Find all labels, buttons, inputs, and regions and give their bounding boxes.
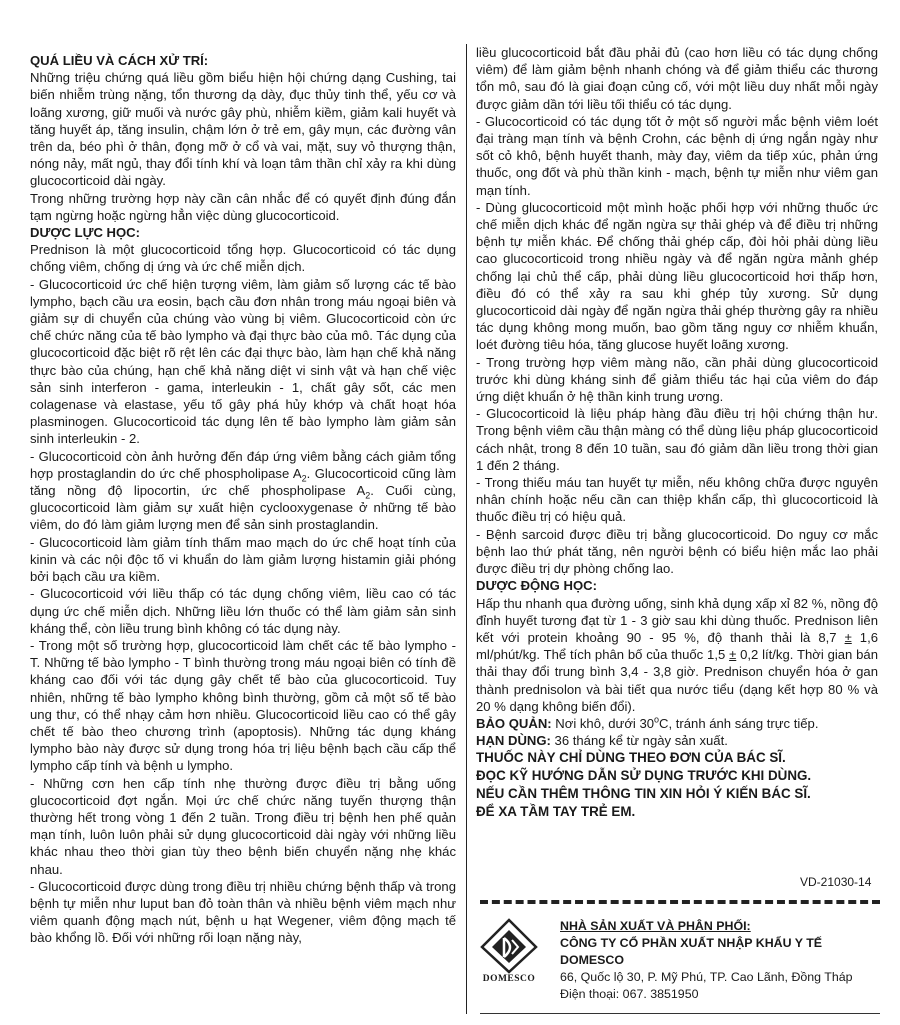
pk-part-c: 0,2 lít/kg. Thời gian bán thải thay đổi trung bình 3,4 - 3,8 giờ. Prednison chuyển hóa ở gan thành prednisolon và bài tiết qua nước tiểu (dạng kết hợp 80 % và 20 % dạng không biến đổi). xyxy=(476,647,878,714)
expiry-line xyxy=(476,732,878,749)
right-paragraph-2: - Glucocorticoid có tác dụng tốt ở một số người mắc bệnh viêm loét đại tràng mạn tính và bệnh Crohn, các bệnh dị ứng ngắn ngày như sốt cỏ khô, bệnh huyết thanh, mày đay, viêm da tiếp xúc, phản ứng thuốc, ong đốt và phù thần kinh - mạch, bệnh tự miễn như viêm gan mạn tính. xyxy=(476,113,878,198)
storage-text-a: Nơi khô, dưới 30 xyxy=(551,715,655,731)
warning-keep-away-children: ĐỂ XA TẦM TAY TRẺ EM. xyxy=(476,804,636,820)
right-paragraph-6: - Trong thiếu máu tan huyết tự miễn, nếu không chữa được nguyên nhân chính hoặc nếu cần can thiệp khẩn cấp, thì glucocorticoid là thuốc điều trị có hiệu quả. xyxy=(476,475,878,525)
right-paragraph-7: - Bệnh sarcoid được điều trị bằng glucocorticoid. Do nguy cơ mắc bệnh lao thứ phát tăng, nên người bệnh có biểu hiện mắc lao phải được điều trị dự phòng chống lao. xyxy=(476,526,878,577)
pk-part-b: 1,6 ml/phút/kg. Thể tích phân bố của thuốc 1,5 xyxy=(476,629,879,663)
right-paragraph-3: - Dùng glucocorticoid một mình hoặc phối hợp với những thuốc ức chế miễn dịch khác để ngăn ngừa sự thải ghép và để điều trị những bệnh tự miễn khác. Để chống thải ghép cấp, đòi hỏi phải dùng liều cao glucocorticoid trong nhiều ngày và để ngăn ngừa mảnh ghép chống lại chủ thể cấp, phải dùng liều glucocorticoid hơi thấp hơn, điều đó có thể xảy ra sau khi ghép tủy xương. Sử dụng glucocorticoid dài ngày để ngăn ngừa thải ghép thường gây ra nhiều tác dụng không mong muốn, bao gồm tăng nguy cơ nhiễm khuẩn, loét đường tiêu hóa, tăng glucose huyết loãng xương. xyxy=(476,199,878,353)
pd-paragraph-6: - Trong một số trường hợp, glucocorticoid làm chết các tế bào lympho - T. Những tế bào lympho - T bình thường trong máu ngoại biên có tính đề kháng cao đối với tác dụng gây chết tế bào của glucocorticoid. Tuy nhiên, những tế bào lympho không bình thường, gồm cả một số tế bào ung thư, có thể nhạy cảm hơn nhiều. Glucocorticoid liều cao có thể gây chết tế bào theo chương trình (apoptosis). Những tác dụng kháng lympho bào này được sử dụng trong hóa trị liệu bệnh bạch cầu cấp thể lympho cấp tính và bệnh u lympho. xyxy=(30,637,456,774)
pd-paragraph-2: - Glucocorticoid ức chế hiện tượng viêm, làm giảm số lượng các tế bào lympho, bạch cầu ưa eosin, bạch cầu đơn nhân trong máu ngoại biên và giảm sự di chuyển của chúng vào vùng bị viêm. Glucocorticoid còn ức chế chức năng của tế bào lympho và đại thực bào của mô. Tác dụng của glucocorticoid đặc biệt rõ rệt lên các đại thực bào, làm hạn chế khả năng thực bào của chúng, hạn chế khả năng diệt vi sinh vật và hạn chế việc sản sinh interferon - gama, interleukin - 1, chất gây sốt, các men colagenase và elastase, yếu tố gây phá hủy khớp và chất hoạt hóa plasminogen. Glucocorticoid tác dụng lên tế bào lympho làm giảm sản sinh interleukin - 2. xyxy=(30,276,456,447)
domesco-logo xyxy=(476,916,542,988)
warning-ask-doctor: NẾU CẦN THÊM THÔNG TIN XIN HỎI Ý KIẾN BÁC SĨ. xyxy=(476,786,811,802)
pd-paragraph-1: Prednison là một glucocorticoid tổng hợp. Glucocorticoid có tác dụng chống viêm, chống dị ứng và ức chế miễn dịch. xyxy=(30,242,456,275)
pd-p3-part-c: . Cuối cùng, glucocorticoid làm giảm sự xuất hiện cyclooxygenase ở những tế bào viêm, do đó làm giảm lượng men để sản sinh prostaglandin. xyxy=(30,483,456,533)
column-divider xyxy=(466,44,467,1014)
pharmacokinetics-heading: DƯỢC ĐỘNG HỌC: xyxy=(476,578,597,594)
domesco-logo-icon xyxy=(476,916,542,974)
dashed-separator xyxy=(480,900,880,904)
right-paragraph-5: - Glucocorticoid là liệu pháp hàng đầu điều trị hội chứng thận hư. Trong bệnh viêm cầu thận màng có thể dùng liệu pháp glucocorticoid cách nhật, trong 8 đến 10 tuần, sau đó giảm dần liều trong thời gian 1 đến 2 tháng. xyxy=(476,406,878,473)
pd-paragraph-3 xyxy=(30,448,456,534)
company-phone: Điện thoại: 067. 3851950 xyxy=(560,987,699,1001)
warning-prescription: THUỐC NÀY CHỈ DÙNG THEO ĐƠN CỦA BÁC SĨ. xyxy=(476,750,786,766)
pd-p3-subscript-2: 2 xyxy=(365,490,371,501)
pk-part-a: Hấp thu nhanh qua đường uống, sinh khả dụng xấp xỉ 82 %, nồng độ đỉnh huyết tương đạt từ 1 - 3 giờ sau khi dùng thuốc. Prednison liên kết với protein khoảng 90 - 95 %, độ thanh thải là 8,7 xyxy=(476,595,878,645)
pd-paragraph-7: - Những cơn hen cấp tính nhẹ thường được điều trị bằng uống glucocorticoid đợt ngắn. Mọi ức chế chức năng tuyến thượng thận thường hết trong vòng 1 đến 2 tuần. Trong điều trị bệnh hen phế quản mạn tính, luôn luôn phải sử dụng glucocorticoid dài ngày với những liều khác nhau theo thời gian tùy theo bệnh biến chuyển nặng nhẹ khác nhau. xyxy=(30,775,456,877)
bottom-rule xyxy=(480,1013,880,1014)
pd-p3-part-a: - Glucocorticoid còn ảnh hưởng đến đáp ứng viêm bằng cách giảm tổng hợp prostaglandin do ức chế phospholipase A xyxy=(30,448,456,481)
warning-read-instructions: ĐỌC KỸ HƯỚNG DẪN SỬ DỤNG TRƯỚC KHI DÙNG. xyxy=(476,768,812,784)
storage-label: BẢO QUẢN: xyxy=(476,715,552,731)
pd-paragraph-4: - Glucocorticoid làm giảm tính thấm mao mạch do ức chế hoạt tính của kinin và các nội độc tố vi khuẩn do làm giảm lượng histamin giải phóng bởi bạch cầu ưa kiềm. xyxy=(30,534,456,585)
logo-text: DOMESCO xyxy=(482,974,536,984)
pharmacodynamics-heading: DƯỢC LỰC HỌC: xyxy=(30,225,140,241)
overdose-paragraph-2: Trong những trường hợp này cần cân nhắc để có quyết định đúng đắn tạm ngừng hoặc ngừng hẳn việc dùng glucocorticoid. xyxy=(30,190,456,223)
manufacturer-info xyxy=(560,918,886,1003)
expiry-text: 36 tháng kể từ ngày sản xuất. xyxy=(550,733,728,749)
pk-plus-minus-2: ± xyxy=(729,647,737,663)
overdose-heading: QUÁ LIỀU VÀ CÁCH XỬ TRÍ: xyxy=(30,53,209,68)
right-column xyxy=(476,44,878,821)
left-column xyxy=(30,52,456,947)
registration-code: VD-21030-14 xyxy=(800,875,872,889)
pd-p3-part-b: . Glucocorticoid cũng làm tăng nồng độ lipocortin, ức chế phospholipase A xyxy=(30,465,456,499)
company-name: CÔNG TY CỔ PHẦN XUẤT NHẬP KHẨU Y TẾ DOMESCO xyxy=(560,936,823,967)
manufacturer-label: NHÀ SẢN XUẤT VÀ PHÂN PHỐI: xyxy=(560,919,751,933)
pk-plus-minus-1: ± xyxy=(844,629,852,645)
storage-text-b: C, tránh ánh sáng trực tiếp. xyxy=(659,715,819,731)
manufacturer-footer xyxy=(476,910,886,1001)
overdose-paragraph: Những triệu chứng quá liều gồm biểu hiện hội chứng dạng Cushing, tai biến nhiễm trùng nặng, tổn thương dạ dày, đục thủy tinh thể, yếu cơ và loãng xương, giữ muối và nước gây phù, nhiễm kiềm, giảm kali huyết và tăng huyết áp, tăng insulin, chậm lớn ở trẻ em, gây mụn, các đường vân trên da, béo phì ở thân, đọng mỡ ở cổ và vai, mặt, suy vỏ thượng thận, nóng nảy, mất ngủ, thay đổi tính khí và loạn tâm thần chỉ xảy ra khi dùng glucocorticoid dài ngày. xyxy=(30,70,456,189)
right-paragraph-1: liều glucocorticoid bắt đầu phải đủ (cao hơn liều có tác dụng chống viêm) để làm giảm bệnh nhanh chóng và để giảm thiểu các thương tổn mô, sau đó là giai đoạn củng cố, với một liều duy nhất mỗi ngày được giảm dần tới liều tối thiểu có tác dụng. xyxy=(476,45,878,112)
pd-paragraph-5: - Glucocorticoid với liều thấp có tác dụng chống viêm, liều cao có tác dụng ức chế miễn dịch. Những liều lớn thuốc có thể làm giảm sản sinh kháng thể, còn liều trung bình không có tác dụng này. xyxy=(30,586,456,636)
company-address: 66, Quốc lộ 30, P. Mỹ Phú, TP. Cao Lãnh, Đồng Tháp xyxy=(560,970,853,984)
degree-symbol: o xyxy=(654,714,660,725)
expiry-label: HẠN DÙNG: xyxy=(476,733,551,749)
pd-p3-subscript-1: 2 xyxy=(301,473,307,484)
pd-paragraph-8: - Glucocorticoid được dùng trong điều trị nhiều chứng bệnh thấp và trong bệnh tự miễn như luput ban đỏ toàn thân và nhiều bệnh viêm mạch như viêm quanh động mạch nút, bệnh u hạt Wegener, viêm động mạch tế bào khổng lồ. Đối với những rối loạn nặng này, xyxy=(30,878,456,946)
storage-line xyxy=(476,715,878,732)
right-paragraph-4: - Trong trường hợp viêm màng não, cần phải dùng glucocorticoid trước khi dùng kháng sinh để giảm thiểu tác hại của viêm do đáp ứng diệt khuẩn ở hệ thần kinh trung ương. xyxy=(476,354,878,405)
pk-paragraph xyxy=(476,595,878,715)
